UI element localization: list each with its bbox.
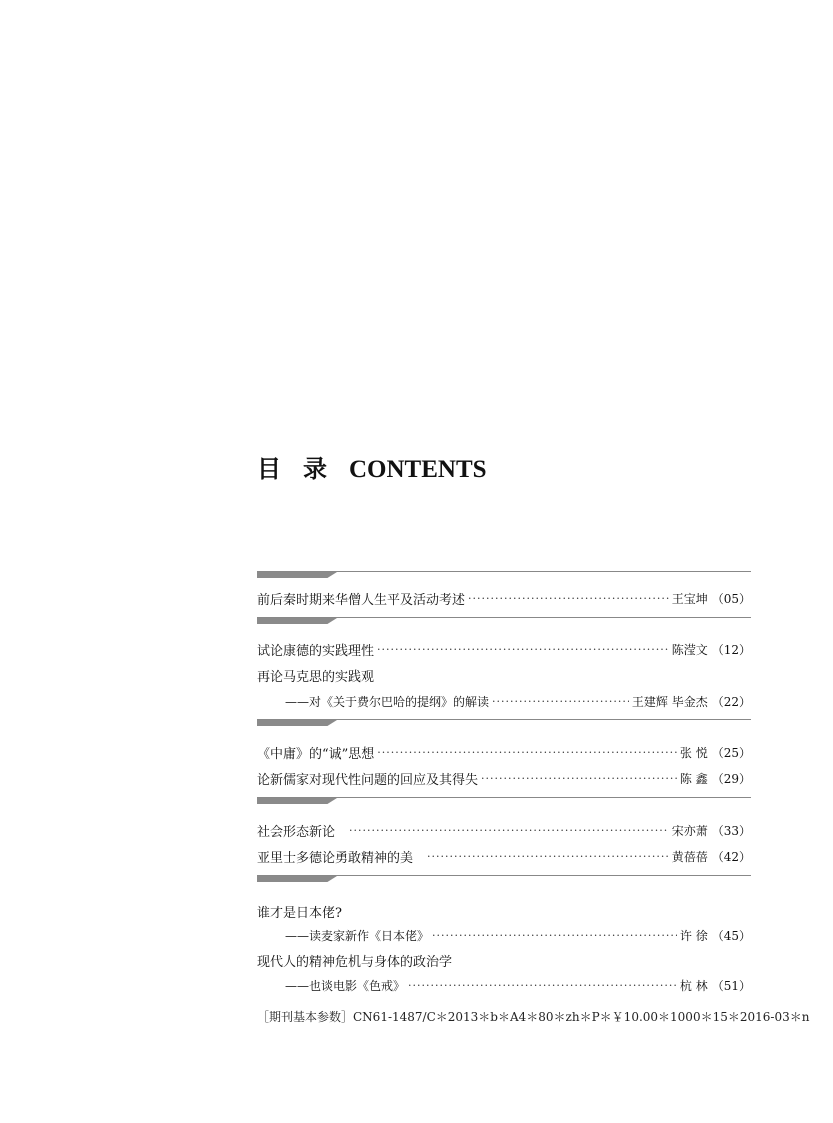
- leader-dots: [377, 746, 677, 759]
- toc-entry[interactable]: [257, 665, 751, 685]
- leader-dots: [432, 929, 677, 942]
- leader-dots: [481, 772, 677, 785]
- section-divider: [257, 797, 751, 805]
- entry-title: 论新儒家对现代性问题的回应及其得失: [257, 772, 479, 788]
- entry-title: 现代人的精神危机与身体的政治学: [257, 954, 453, 970]
- entry-author: 张 悦: [679, 745, 708, 760]
- entry-author: 陈 鑫: [679, 771, 708, 786]
- entry-page: （22）: [711, 694, 751, 709]
- entry-subtitle: ——对《关于费尔巴哈的提纲》的解读: [285, 694, 490, 709]
- toc-entry[interactable]: [257, 846, 751, 866]
- section-divider: [257, 617, 751, 625]
- entry-page: （42）: [711, 849, 751, 864]
- entry-author: 黄蓓蓓: [671, 849, 708, 864]
- leader-dots: [349, 824, 669, 837]
- leader-dots: [468, 592, 669, 605]
- entry-page: （05）: [711, 591, 751, 606]
- toc-entry[interactable]: [257, 768, 751, 788]
- toc-entry[interactable]: [257, 820, 751, 840]
- leader-dots: [492, 695, 629, 708]
- leader-dots: [408, 979, 677, 992]
- toc-entry[interactable]: [257, 901, 751, 921]
- leader-dots: [427, 850, 669, 863]
- title-cn: 目录: [257, 454, 349, 483]
- entry-author: 宋亦萧: [671, 823, 708, 838]
- entry-page: （33）: [711, 823, 751, 838]
- contents-title: [257, 449, 487, 484]
- entry-author: 王建辉 毕金杰: [631, 694, 708, 709]
- entry-page: （51）: [711, 978, 751, 993]
- entry-title: 试论康德的实践理性: [257, 643, 375, 659]
- title-en: CONTENTS: [349, 456, 487, 483]
- entry-title: 再论马克思的实践观: [257, 669, 375, 685]
- entry-page: （45）: [711, 928, 751, 943]
- entry-author: 许 徐: [679, 928, 708, 943]
- toc-entry[interactable]: [257, 588, 751, 608]
- entry-page: （12）: [711, 642, 751, 657]
- entry-subtitle: ——读麦家新作《日本佬》: [285, 928, 430, 943]
- leader-dots: [377, 643, 669, 656]
- entry-page: （25）: [711, 745, 751, 760]
- toc-entry[interactable]: [257, 639, 751, 659]
- section-divider: [257, 571, 751, 579]
- entry-page: （29）: [711, 771, 751, 786]
- section-divider: [257, 719, 751, 727]
- toc-entry[interactable]: [257, 950, 751, 970]
- entry-author: 杭 林: [679, 978, 708, 993]
- entry-title: 《中庸》的“诚”思想: [257, 746, 375, 762]
- entry-author: 陈滢文: [671, 642, 708, 657]
- entry-title: 前后秦时期来华僧人生平及活动考述: [257, 592, 466, 608]
- toc-subentry[interactable]: [285, 691, 751, 711]
- entry-title: 亚里士多德论勇敢精神的美: [257, 850, 414, 866]
- toc-subentry[interactable]: [285, 975, 751, 995]
- section-divider: [257, 875, 751, 883]
- entry-title: 谁才是日本佬?: [257, 905, 342, 921]
- entry-subtitle: ——也谈电影《色戒》: [285, 978, 406, 993]
- toc-subentry[interactable]: [285, 925, 751, 945]
- entry-title: 社会形态新论: [257, 824, 336, 840]
- entry-author: 王宝坤: [671, 591, 708, 606]
- journal-parameters: ［期刊基本参数］CN61-1487/C＊2013＊b＊A4＊80＊zh＊P＊￥10.00＊1000＊15＊2016-03＊n: [257, 1010, 810, 1024]
- toc-entry[interactable]: [257, 742, 751, 762]
